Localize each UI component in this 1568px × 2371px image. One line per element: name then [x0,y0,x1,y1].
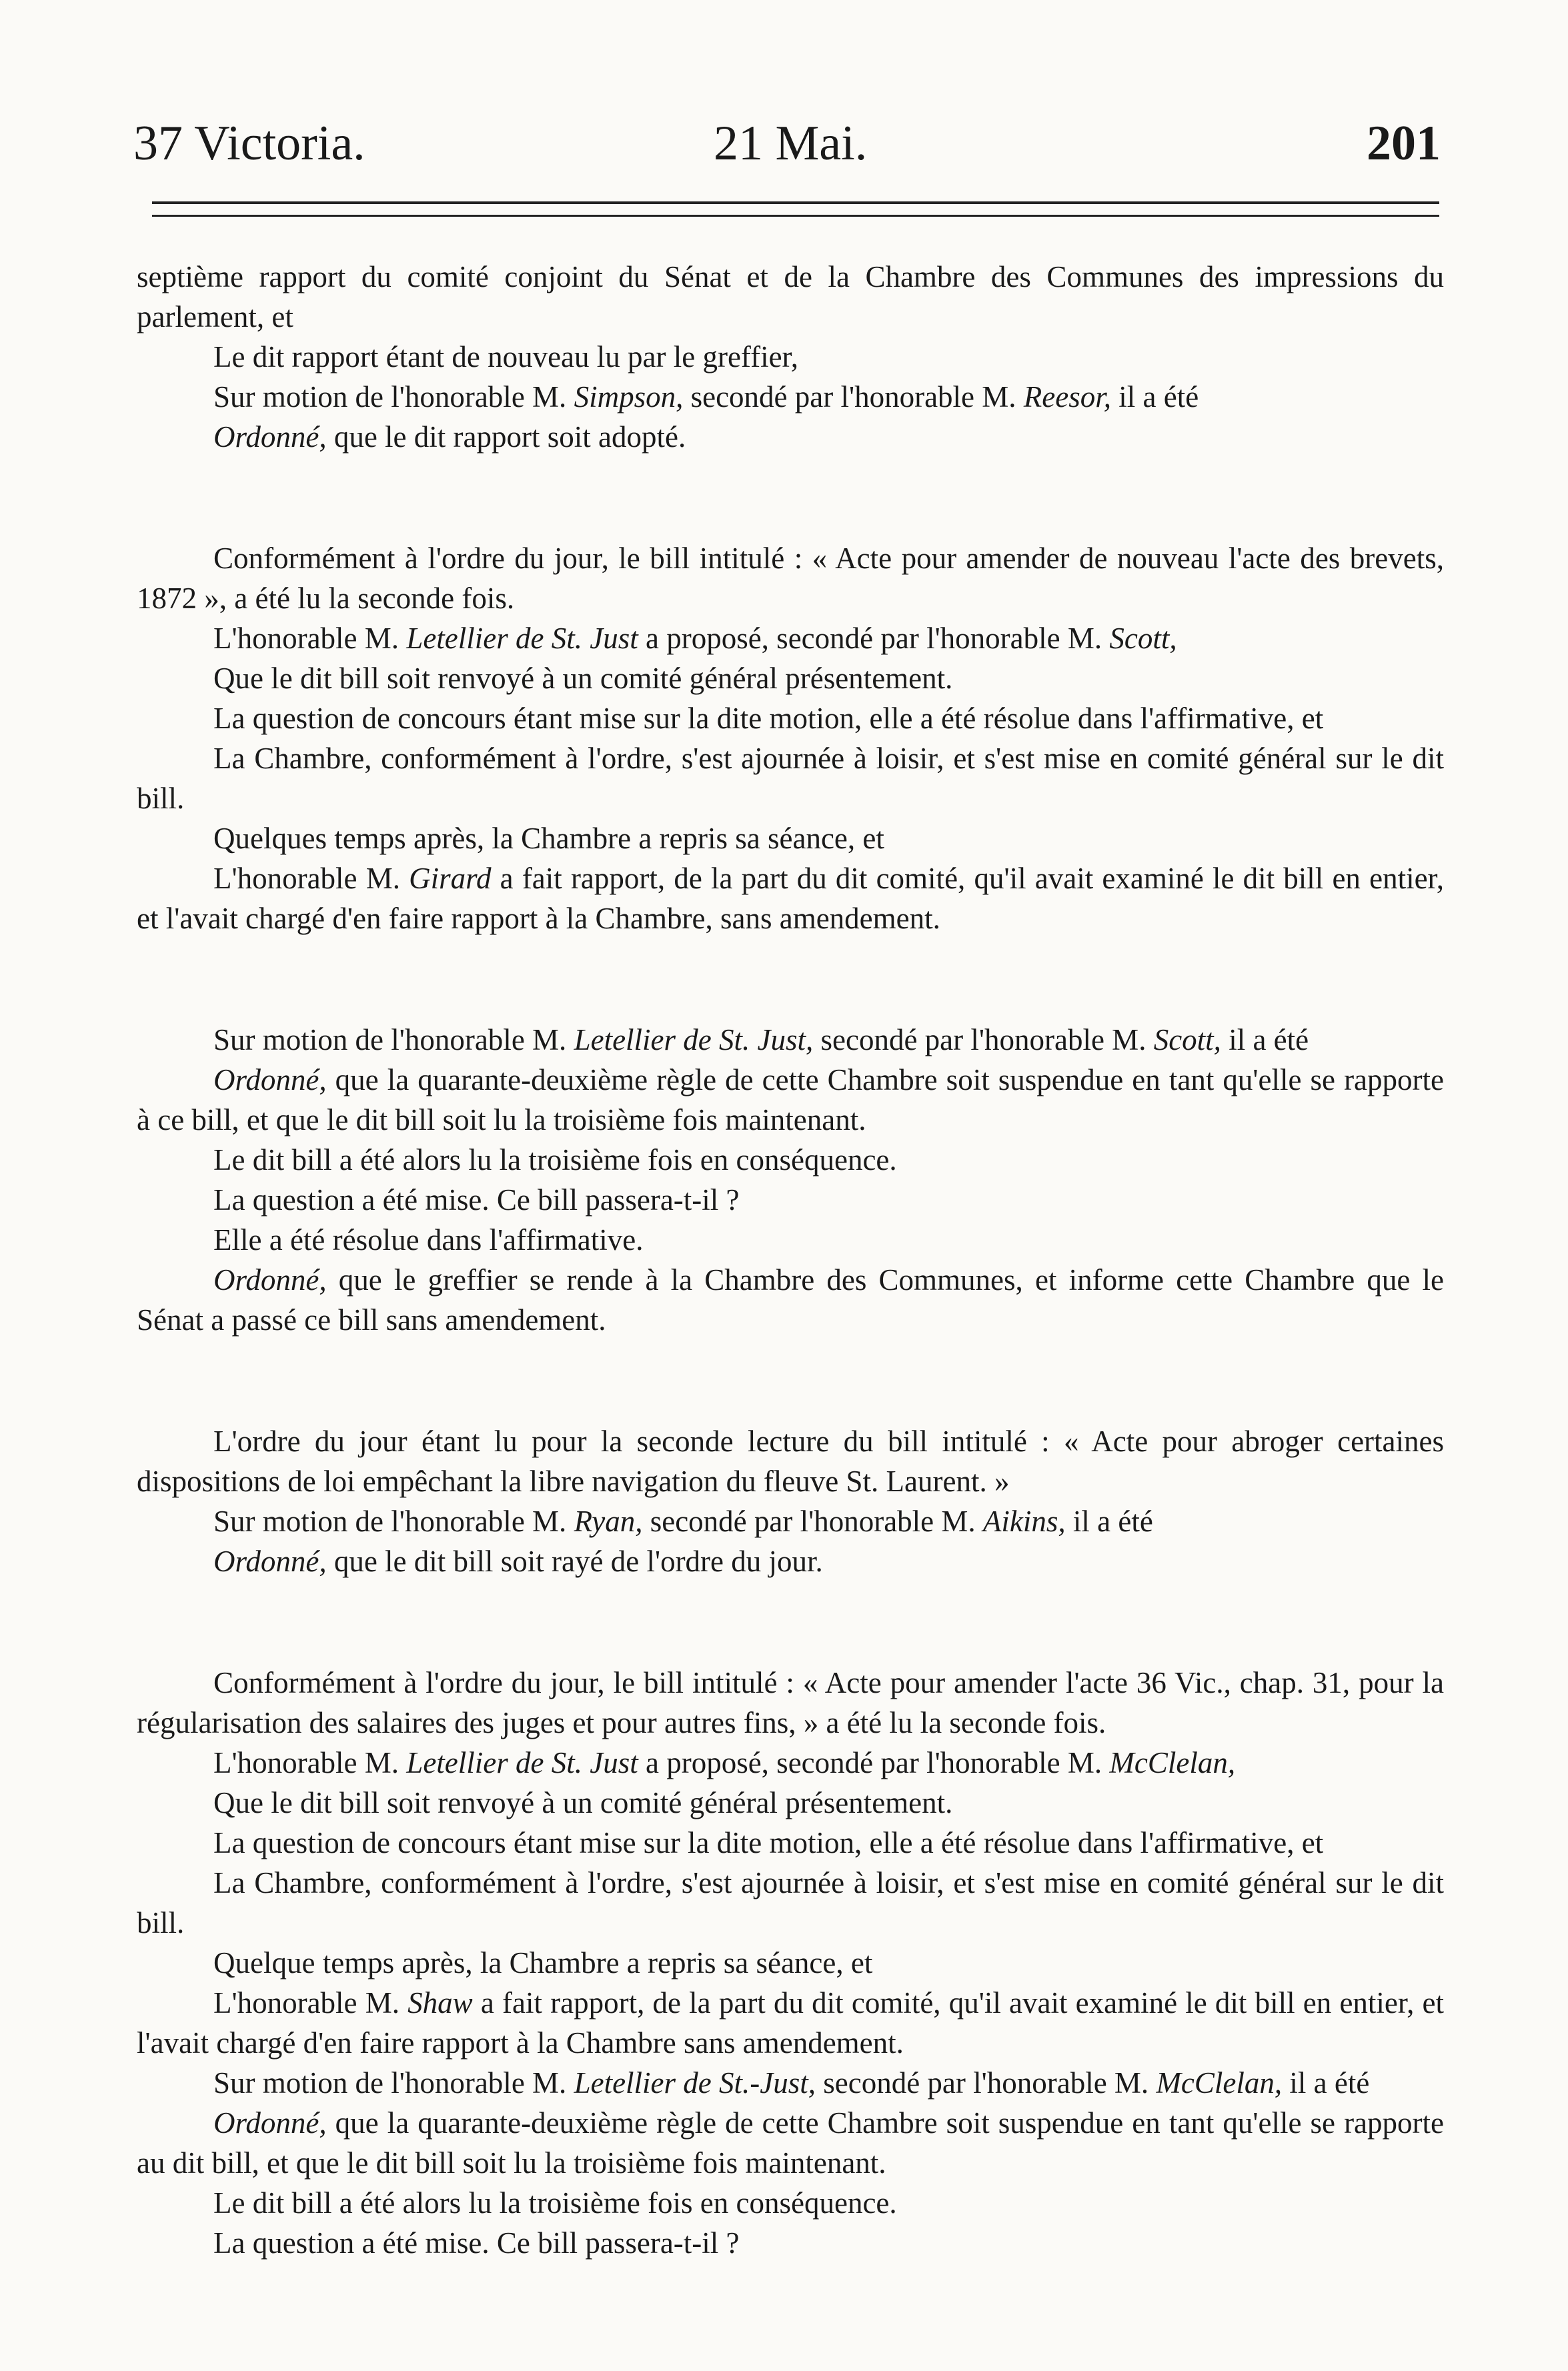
italic-name: Girard [409,862,492,895]
text-run: Sur motion de l'honorable M. [213,2066,574,2100]
paragraph [137,1220,1444,1260]
text-run: Le dit bill a été alors lu la troisième fois en conséquence. [213,2186,897,2220]
italic-name: Simpson, [574,380,684,414]
italic-name: McClelan, [1156,2066,1283,2100]
paragraph [137,2223,1444,2263]
text-run: La question de concours étant mise sur la dite motion, elle a été résolue dans l'affirmative, et [213,1826,1324,1859]
paragraph [137,1421,1444,1501]
text-run: que le greffier se rende à la Chambre des Communes, et informe cette Chambre que le Sénat a passé ce bill sans amendement. [137,1263,1444,1337]
text-run: secondé par l'honorable M. [683,380,1024,414]
text-run: Sur motion de l'honorable M. [213,1023,574,1056]
paragraph [137,818,1444,858]
text-run: que la quarante-deuxième règle de cette Chambre soit suspendue en tant qu'elle se rapporte au dit bill, et que le dit bill soit lu la troisième fois maintenant. [137,2106,1444,2180]
text-run: Elle a été résolue dans l'affirmative. [213,1223,644,1257]
text-run: La Chambre, conformément à l'ordre, s'est ajournée à loisir, et s'est mise en comité général sur le dit bill. [137,1866,1444,1939]
minutes-section [137,538,1444,938]
header-rule-top [152,201,1439,204]
italic-name: Shaw [408,1986,473,2020]
text-run: a proposé, secondé par l'honorable M. [638,622,1110,655]
text-run: L'honorable M. [213,1986,408,2020]
italic-name: Letellier de St. Just [406,1746,638,1779]
paragraph [137,417,1444,457]
italic-name: Letellier de St. Just [406,622,638,655]
italic-name: McClelan, [1109,1746,1236,1779]
paragraph [137,618,1444,658]
text-run: Le dit bill a été alors lu la troisième fois en conséquence. [213,1143,897,1176]
header-rule-bottom [152,215,1439,217]
paragraph [137,1501,1444,1541]
text-run: il a été [1221,1023,1309,1056]
paragraph [137,257,1444,337]
paragraph [137,1783,1444,1823]
header-date: 21 Mai. [714,116,868,171]
paragraph [137,2183,1444,2223]
text-run: il a été [1065,1505,1153,1538]
italic-name: Letellier de St. Just, [574,1023,814,1056]
text-run: L'honorable M. [213,862,410,895]
text-run: Que le dit bill soit renvoyé à un comité général présentement. [213,1786,953,1819]
minutes-section [137,1663,1444,2263]
text-run: secondé par l'honorable M. [813,1023,1154,1056]
paragraph [137,1663,1444,1743]
text-run: La question a été mise. Ce bill passera-t-il ? [213,1183,740,1217]
italic-name: Aikins, [982,1505,1066,1538]
text-run: il a été [1282,2066,1370,2100]
paragraph [137,1983,1444,2063]
paragraph [137,2063,1444,2103]
paragraph [137,1180,1444,1220]
paragraph [137,1743,1444,1783]
text-run: secondé par l'honorable M. [642,1505,983,1538]
paragraph [137,858,1444,938]
paragraph [137,1020,1444,1060]
text-run: Quelque temps après, la Chambre a repris sa séance, et [213,1946,873,1980]
paragraph [137,658,1444,698]
italic-name: Ordonné, [213,420,327,454]
text-run: Quelques temps après, la Chambre a repris sa séance, et [213,822,884,855]
italic-name: Ordonné, [213,1063,327,1096]
italic-name: Ordonné, [213,2106,327,2140]
header-session: 37 Victoria. [133,116,365,171]
paragraph [137,1541,1444,1581]
paragraph [137,1863,1444,1943]
paragraph [137,1060,1444,1140]
italic-name: Ordonné, [213,1263,327,1297]
text-run: L'ordre du jour étant lu pour la seconde lecture du bill intitulé : « Acte pour abroger certaines dispositions de loi empêchant la libre navigation du fleuve St. Laurent. » [137,1425,1444,1498]
text-run: Le dit rapport étant de nouveau lu par le greffier, [213,340,798,373]
text-run: La question a été mise. Ce bill passera-t-il ? [213,2226,740,2260]
text-run: La question de concours étant mise sur la dite motion, elle a été résolue dans l'affirmative, et [213,702,1324,735]
paragraph [137,738,1444,818]
text-run: a proposé, secondé par l'honorable M. [638,1746,1110,1779]
italic-name: Ryan, [574,1505,643,1538]
paragraph [137,1823,1444,1863]
text-run: que la quarante-deuxième règle de cette Chambre soit suspendue en tant qu'elle se rapporte à ce bill, et que le dit bill soit lu la troisième fois maintenant. [137,1063,1444,1136]
page-number: 201 [1367,116,1441,171]
text-run: Conformément à l'ordre du jour, le bill intitulé : « Acte pour amender l'acte 36 Vic., chap. 31, pour la régularisation des salaires des juges et pour autres fins, » a été lu la seconde fois. [137,1666,1444,1739]
paragraph [137,698,1444,738]
paragraph [137,1260,1444,1340]
italic-name: Reesor, [1023,380,1112,414]
text-run: La Chambre, conformément à l'ordre, s'est ajournée à loisir, et s'est mise en comité général sur le dit bill. [137,742,1444,815]
paragraph [137,538,1444,618]
minutes-section [137,1421,1444,1581]
text-run: a fait rapport, de la part du dit comité, qu'il avait examiné le dit bill en entier, et l'avait chargé d'en faire rapport à la Chambre, sans amendement. [137,862,1444,935]
text-run: a fait rapport, de la part du dit comité, qu'il avait examiné le dit bill en entier, et l'avait chargé d'en faire rapport à la Chambre sans amendement. [137,1986,1444,2060]
text-run: que le dit rapport soit adopté. [326,420,686,454]
text-run: que le dit bill soit rayé de l'ordre du jour. [326,1545,823,1578]
italic-name: Letellier de St.-Just, [574,2066,816,2100]
text-run: Sur motion de l'honorable M. [213,380,574,414]
text-run: Conformément à l'ordre du jour, le bill intitulé : « Acte pour amender de nouveau l'acte des brevets, 1872 », a été lu la seconde fois. [137,542,1444,615]
text-run: secondé par l'honorable M. [815,2066,1156,2100]
text-run: Sur motion de l'honorable M. [213,1505,574,1538]
text-run: il a été [1111,380,1199,414]
paragraph [137,2103,1444,2183]
italic-name: Ordonné, [213,1545,327,1578]
page-header [133,107,1441,180]
paragraph [137,1140,1444,1180]
text-run: Que le dit bill soit renvoyé à un comité général présentement. [213,662,953,695]
text-run: L'honorable M. [213,622,407,655]
text-run: septième rapport du comité conjoint du Sénat et de la Chambre des Communes des impressions du parlement, et [137,260,1444,333]
italic-name: Scott, [1109,622,1177,655]
paragraph [137,1943,1444,1983]
paragraph [137,337,1444,377]
text-run: L'honorable M. [213,1746,407,1779]
italic-name: Scott, [1153,1023,1221,1056]
minutes-section [137,257,1444,457]
paragraph [137,377,1444,417]
minutes-section [137,1020,1444,1340]
document-body [137,257,1444,2344]
